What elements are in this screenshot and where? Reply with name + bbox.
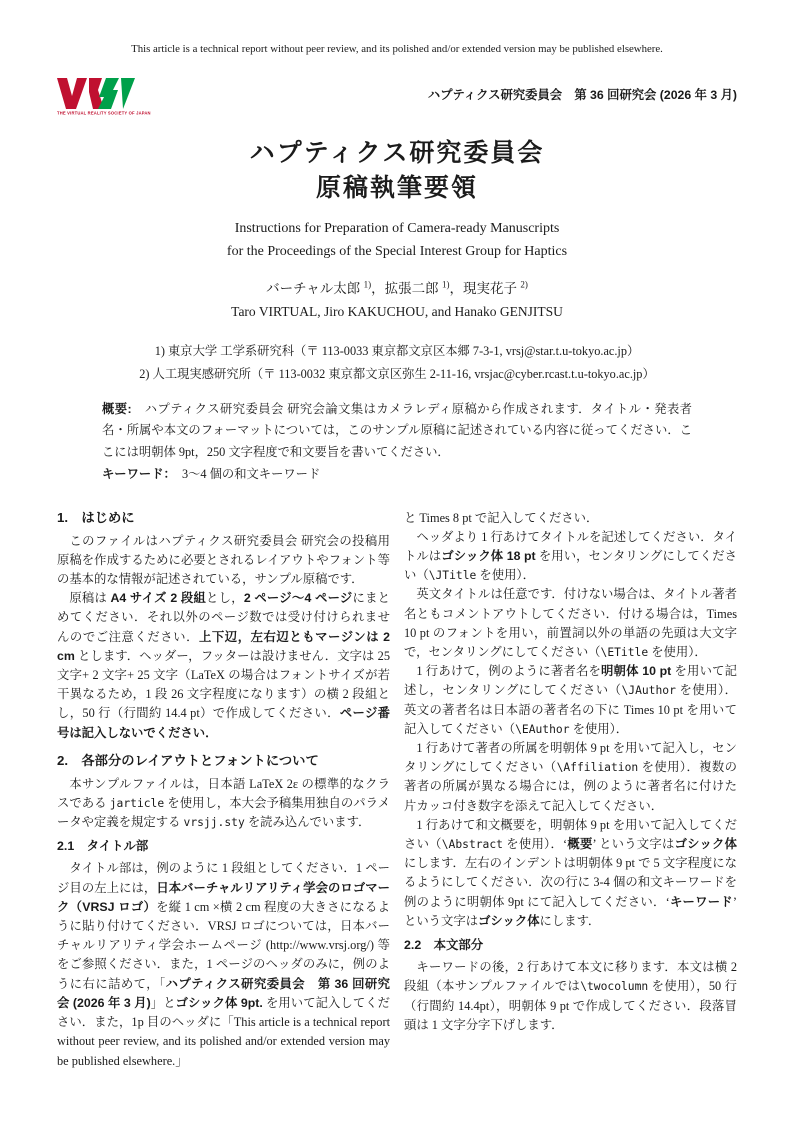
text-run: \ETitle (600, 646, 649, 660)
logo-shape-v (57, 78, 87, 109)
english-title-line-1: Instructions for Preparation of Camera-ready Manuscripts (234, 221, 560, 236)
text-run: 」と (150, 995, 176, 1010)
text-run: 1 行あけて著者の所属を明朝体 9 pt を用いて記入し，センタリングにしてください（ (404, 741, 737, 775)
body-paragraph (404, 585, 737, 662)
body-paragraph (404, 509, 737, 528)
body-paragraph (404, 528, 737, 586)
vrsj-logo (57, 78, 152, 121)
body-paragraph (404, 739, 737, 816)
text-run: タイトル部は，例のように 1 段組としてください．1 ページ目の左上には， (57, 861, 390, 895)
text-run: 1 行あけて，例のように著者名を (416, 664, 602, 679)
text-run: キーワード： (102, 467, 170, 482)
text-run: \Affiliation (556, 761, 639, 775)
text-run: 2.2 本文部分 (404, 938, 484, 953)
text-run: \JTitle (428, 569, 477, 583)
text-run: キーワードの後，2 行あけて本文に移ります．本文は横 2 段組（本サンプルファイルでは (404, 960, 737, 994)
abstract-paragraph (102, 399, 692, 463)
text-run: 2) (520, 279, 528, 290)
section-heading (404, 937, 737, 954)
text-run: にまとめてください．それ以外のページ数では受け付けられませんのでご注意ください． (57, 591, 391, 644)
logo-shape-s (98, 78, 119, 109)
authors-english: Taro VIRTUAL, Jiro KAKUCHOU, and Hanako GENJITSU (231, 304, 563, 319)
logo-shape-j (121, 78, 135, 109)
text-run: を使用し，本大会予稿集用独自のパラメータや定義を規定する (57, 796, 390, 830)
affiliation-2: 2) 人工現実感研究所（〒 113-0032 東京都文京区弥生 2-11-16, vrsjac@cyber.rcast.t.u-tokyo.ac.jp） (139, 367, 655, 381)
text-run: ハプティクス研究委員会 研究会論文集はカメラレディ原稿から作成されます．タイトル・発表者名・所属や本文のフォーマットについては，このサンプル原稿に記述されている内容に従ってください．ここには明朝体 9pt，250 文字程度で和文要旨を書いてください． (102, 402, 692, 459)
body-paragraph (57, 775, 390, 833)
body-paragraph (57, 859, 390, 1070)
keywords-line (102, 464, 692, 485)
text-run: \EAuthor (515, 722, 570, 736)
text-run: バーチャル太郎 (266, 281, 364, 296)
header-notice: This article is a technical report without peer review, and its polished and/or extended version may be published elsewhere. (131, 43, 663, 55)
text-run: を使用）． (476, 568, 535, 583)
english-title-line-2: for the Proceedings of the Special Interest Group for Haptics (226, 244, 568, 259)
body-paragraph (404, 662, 737, 739)
text-run: を縦 1 cm ×横 2 cm 程度の大きさになるように貼り付けてください．VRSJ ロゴについては，日本バーチャルリアリティ学会ホームページ (http://www.vrsj.org/) 等をご参照ください．また，1 ページのヘッダのみに，例のように右に詰めて，「 (57, 899, 390, 991)
body-column-left (57, 509, 390, 1071)
body-two-columns (57, 509, 737, 1071)
affiliation-1: 1) 東京大学 工学系研究科（〒 113-0033 東京都文京区本郷 7-3-1, vrsj@star.t.u-tokyo.ac.jp） (154, 344, 640, 358)
body-paragraph (404, 816, 737, 931)
text-run: を使用）． (648, 645, 707, 660)
text-run: とします．ヘッダー，フッターは設けません．文字は 25 文字+ 2 文字+ 25 文字（LaTeX の場合はフォントサイズが若干異なるため，1 段 26 文字程度になります）の横 2 段組とし，50 行（行間約 14.4 pt）で作成してください． (57, 648, 390, 721)
body-paragraph (57, 532, 390, 590)
section-heading (57, 509, 390, 527)
text-run: を読み込んでいます． (244, 815, 371, 830)
paper-title-japanese (57, 136, 737, 206)
text-run: ，現実花子 (449, 281, 521, 296)
paper-title-line-2: 原稿執筆要領 (315, 174, 478, 202)
text-run: 原稿は (69, 591, 111, 606)
text-run: を用い，センタリングにしてください（ (404, 549, 737, 583)
affiliations (57, 340, 737, 386)
text-run: キーワード (669, 894, 733, 909)
paper-title-english (57, 217, 737, 263)
text-run: ゴシック体 9pt. (175, 995, 263, 1010)
meeting-header: ハプティクス研究委員会 第 36 回研究会 (2026 年 3 月) (427, 88, 737, 102)
text-run: \JAuthor (621, 684, 676, 698)
text-run: 2.1 タイトル部 (57, 839, 149, 854)
authors-japanese (57, 280, 737, 298)
text-run: 概要: (102, 402, 132, 416)
text-run: と Times 8 pt で記入してください． (404, 510, 599, 525)
text-run: 上下辺，左右辺ともマージンは 2 cm (57, 629, 390, 663)
section-heading (57, 752, 390, 770)
text-run: を使用）．‘ (502, 837, 568, 852)
text-run: ゴシック体 (674, 837, 737, 852)
body-paragraph (404, 958, 737, 1035)
vrsj-logo-icon (57, 78, 145, 111)
text-run: 英文タイトルは任意です．付けない場合は、タイトル著者名ともコメントアウトしてください．付ける場合は，Times 10 pt のフォントを用い，前置詞以外の単語の先頭は大文字で，センタリングにしてください（ (404, 587, 737, 660)
text-run: とし， (206, 591, 244, 606)
text-run: vrsjj.sty (183, 816, 245, 830)
text-run: を使用），50 行（行間約 14.4pt），明朝体 9 pt で作成してください．段落冒頭は 1 文字分字下げします． (404, 979, 737, 1032)
paper-title-line-1: ハプティクス研究委員会 (249, 139, 545, 167)
text-run: 3〜4 個の和文キーワード (169, 467, 321, 482)
body-column-right (404, 509, 737, 1071)
text-run: を使用）． (569, 721, 629, 736)
text-run: ’ という文字は (404, 894, 738, 928)
text-run: ページ番号は記入しないでください． (57, 706, 390, 740)
header-row (57, 78, 737, 128)
text-run: 2 ページ〜4 ページ (243, 591, 353, 606)
text-run: にします．左右のインデントは明朝体 9 pt で 5 文字程度になるようにしてください．次の行に 3-4 個の和文キーワードを例のように明朝体 9pt にて記入してください．‘ (404, 856, 737, 909)
text-run: を用いて記入してください．また，1p 目のヘッダに「This article is a technical report without peer review, and its polished and/or extended version may be published elsewhere.」 (57, 995, 390, 1068)
section-heading (57, 838, 390, 855)
text-run: ゴシック体 18 pt (441, 549, 536, 564)
text-run: A4 サイズ 2 段組 (110, 591, 207, 606)
text-run: 概要 (567, 837, 593, 852)
text-run: にします． (539, 913, 601, 928)
text-run: jarticle (109, 797, 165, 811)
text-run: 1. はじめに (57, 509, 135, 525)
text-run: を使用）．複数の著者の所属が異なる場合には，例のように著者名に付けた片カッコ付き数字を添えて記入してください． (404, 760, 737, 813)
body-paragraph (57, 589, 390, 743)
text-run: ヘッダより 1 行あけてタイトルを記述してください．タイトルは (404, 529, 737, 564)
text-run: ゴシック体 (478, 913, 540, 928)
text-run: ’ という文字は (592, 837, 675, 852)
text-run: ハプティクス研究委員会 第 36 回研究会 (2026 年 3 月) (57, 976, 391, 1010)
vrsj-logo-caption: THE VIRTUAL REALITY SOCIETY OF JAPAN (57, 111, 151, 116)
text-run: 2. 各部分のレイアウトとフォントについて (57, 752, 319, 768)
text-run: 日本バーチャルリアリティ学会のロゴマーク（VRSJ ロゴ） (57, 880, 390, 914)
text-run: \Abstract (441, 838, 503, 852)
text-run: ，拡張二郎 (371, 281, 442, 296)
text-run: 1) (363, 279, 372, 290)
text-run: 本サンプルファイルは，日本語 LaTeX 2ε の標準的なクラスである (57, 776, 390, 811)
text-run: 1 行あけて和文概要を，明朝体 9 pt を用いて記入してください（ (404, 817, 737, 852)
text-run: 1) (441, 279, 450, 290)
text-run: \twocolumn (580, 980, 649, 994)
text-run: を用いて記述し，センタリングにしてください（ (404, 664, 737, 698)
text-run: このファイルはハプティクス研究委員会 研究会の投稿用原稿を作成するために必要とされるレイアウトやフォント等の基本的な情報が記述されている，サンプル原稿です． (57, 533, 390, 587)
text-run: を使用）．英文の著者名は日本語の著者名の下に Times 10 pt を用いて記入してください（ (404, 683, 737, 736)
text-run: 明朝体 10 pt (601, 664, 672, 679)
